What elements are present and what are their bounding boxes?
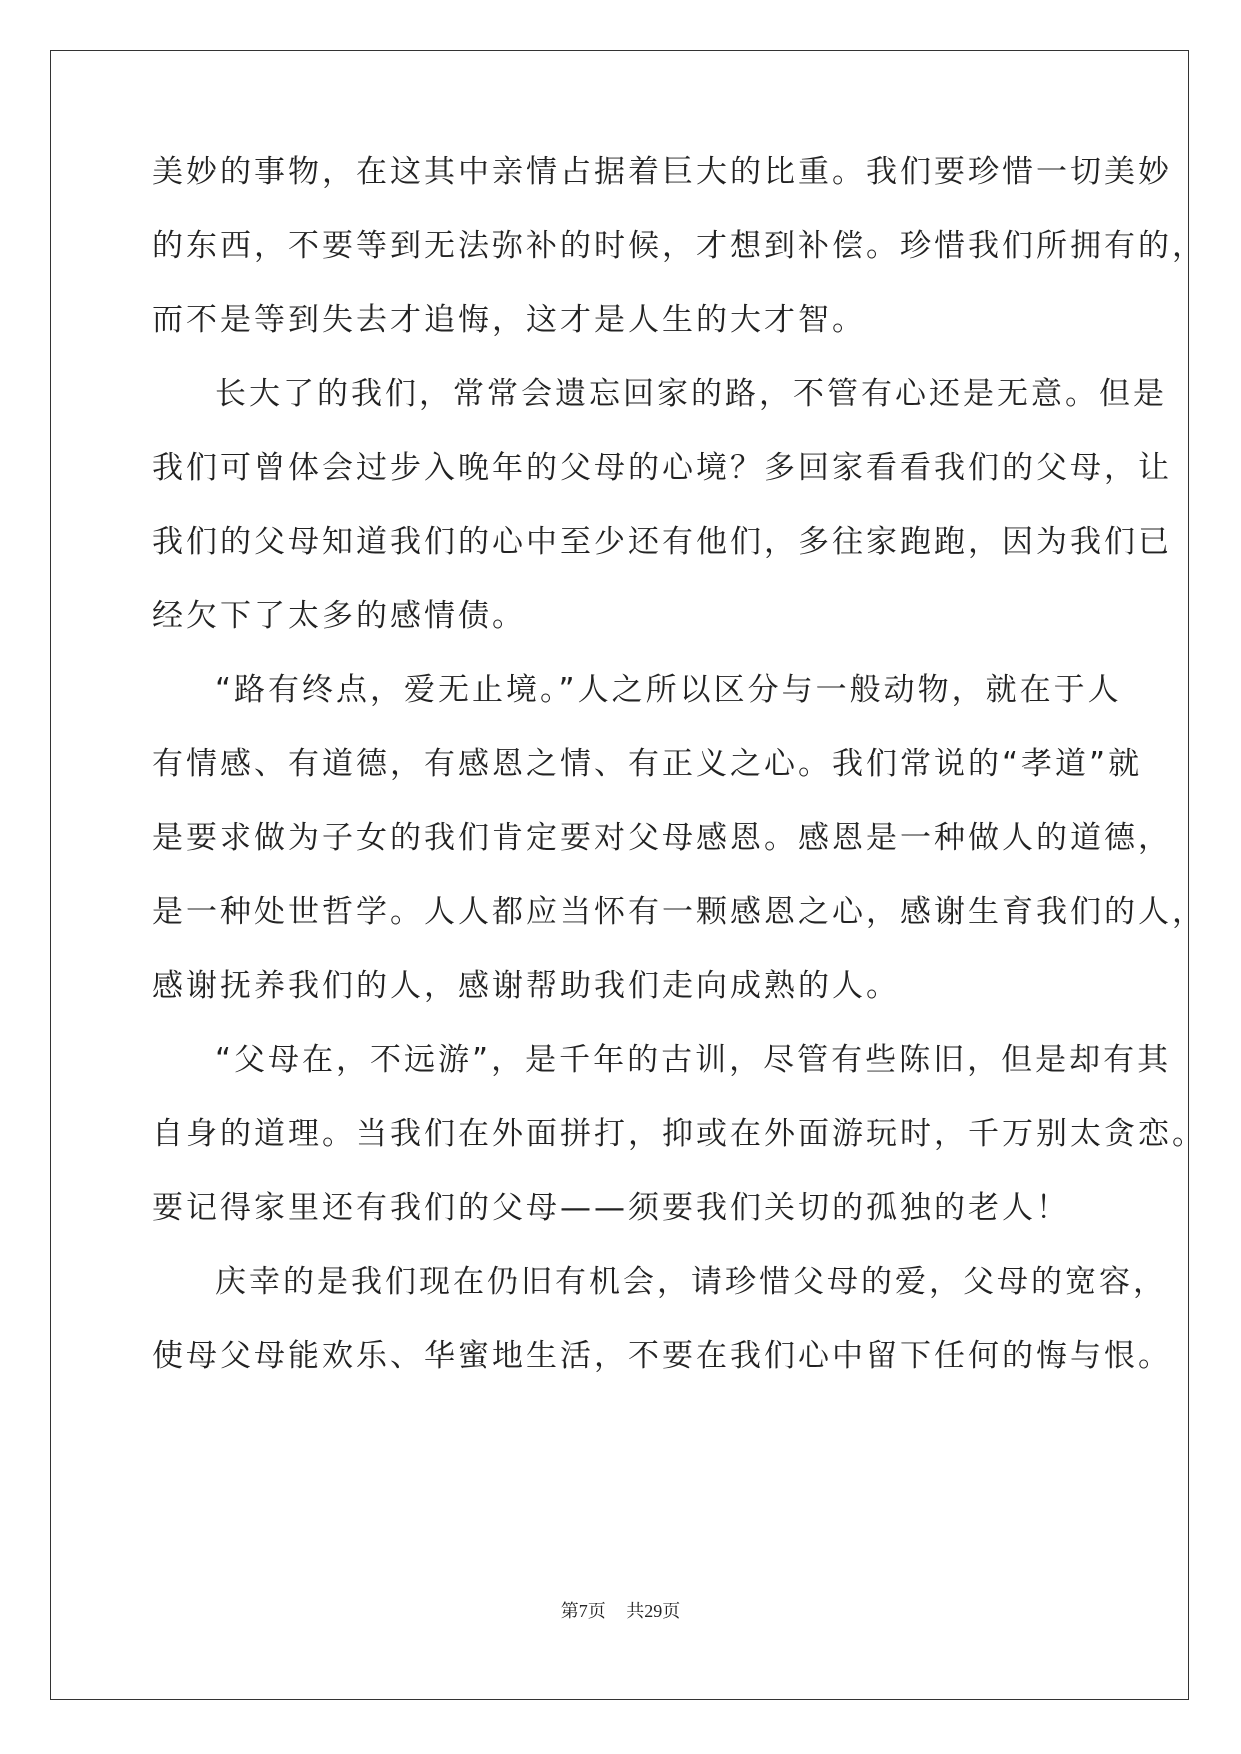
text-line: 是要求做为子女的我们肯定要对父母感恩。感恩是一种做人的道德， xyxy=(152,820,1172,856)
page-border xyxy=(50,50,1206,1700)
text-line: 我们可曾体会过步入晚年的父母的心境？多回家看看我们的父母，让 xyxy=(152,450,1172,486)
text-line: 经欠下了太多的感情债。 xyxy=(152,598,526,634)
text-line: 的东西，不要等到无法弥补的时候，才想到补偿。珍惜我们所拥有的， xyxy=(152,228,1206,264)
paragraph-start-line: “路有终点，爱无止境。”人之所以区分与一般动物，就在于人 xyxy=(215,672,1122,708)
text-line: 有情感、有道德，有感恩之情、有正义之心。我们常说的“孝道”就 xyxy=(152,746,1143,782)
text-line: 是一种处世哲学。人人都应当怀有一颗感恩之心，感谢生育我们的人， xyxy=(152,894,1206,930)
text-line: 而不是等到失去才追悔，这才是人生的大才智。 xyxy=(152,302,866,338)
text-line: 自身的道理。当我们在外面拼打，抑或在外面游玩时，千万别太贪恋。 xyxy=(152,1116,1206,1152)
page-number: 第7页 xyxy=(560,1601,606,1621)
text-line: 美妙的事物，在这其中亲情占据着巨大的比重。我们要珍惜一切美妙 xyxy=(152,154,1172,190)
paragraph-start-line: 庆幸的是我们现在仍旧有机会，请珍惜父母的爱，父母的宽容， xyxy=(215,1264,1167,1300)
text-line: 使母父母能欢乐、华蜜地生活，不要在我们心中留下任何的悔与恨。 xyxy=(152,1338,1172,1374)
text-line: 要记得家里还有我们的父母——须要我们关切的孤独的老人！ xyxy=(152,1190,1070,1226)
paragraph-start-line: “父母在，不远游”，是千年的古训，尽管有些陈旧，但是却有其 xyxy=(215,1042,1172,1078)
page-footer xyxy=(0,1597,1241,1623)
text-line: 我们的父母知道我们的心中至少还有他们，多往家跑跑，因为我们已 xyxy=(152,524,1172,560)
total-pages: 共29页 xyxy=(626,1601,681,1621)
paragraph-start-line: 长大了的我们，常常会遗忘回家的路，不管有心还是无意。但是 xyxy=(215,376,1167,412)
text-line: 感谢抚养我们的人，感谢帮助我们走向成熟的人。 xyxy=(152,968,900,1004)
